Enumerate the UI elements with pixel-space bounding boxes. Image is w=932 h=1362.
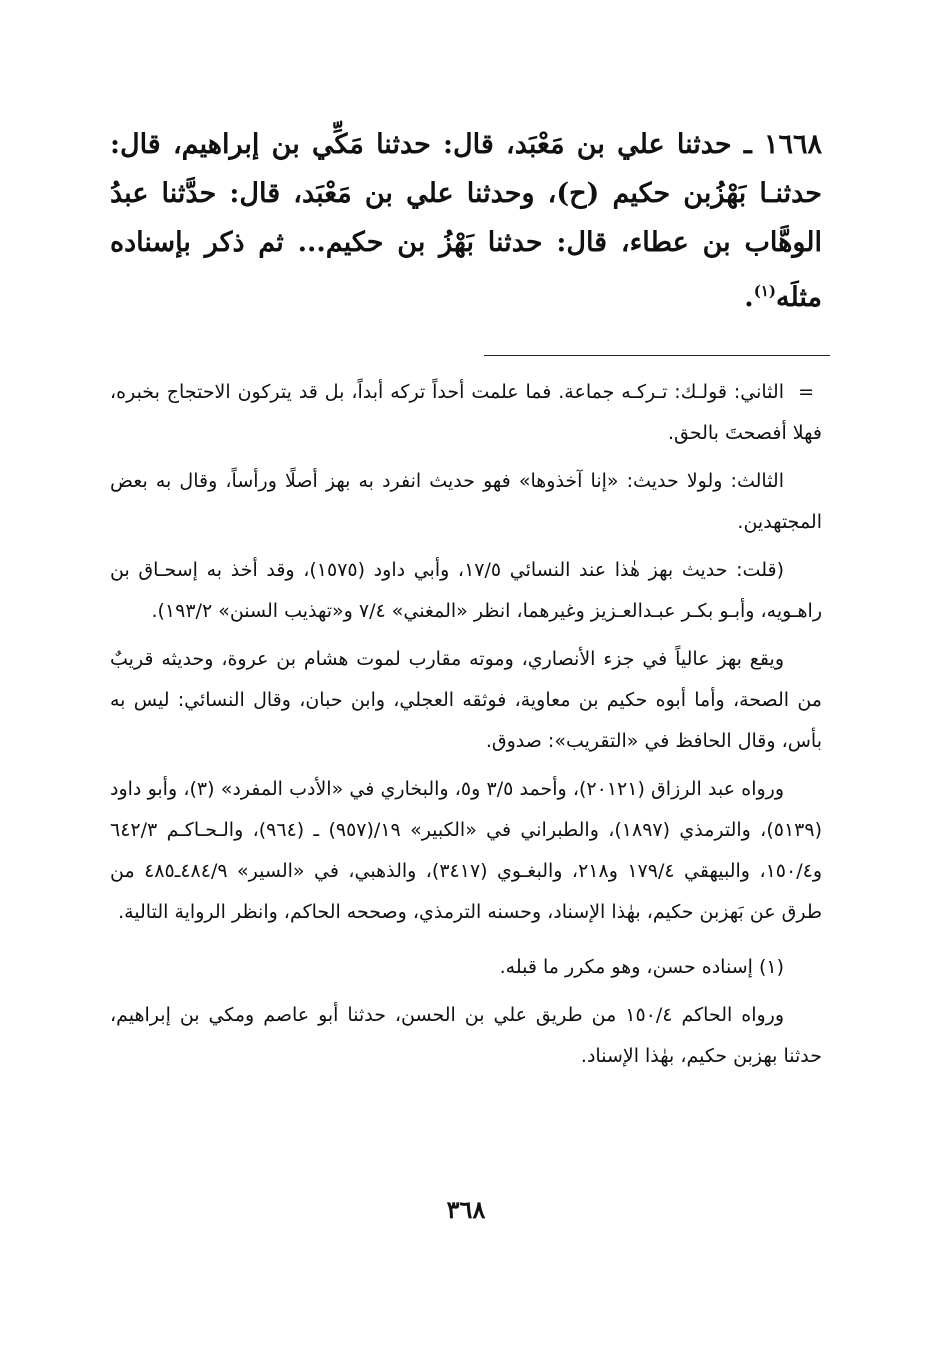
footnote-continued-3 <box>110 550 822 632</box>
footnote-continued-5 <box>110 769 822 933</box>
footnote-1-continued <box>110 995 822 1077</box>
footnote-text: ورواه عبد الرزاق (٢٠١٢١)، وأحمد ٣/٥ و٥، والبخاري في «الأدب المفرد» (٣)، وأبو داود (٥١٣٩)، والترمذي (١٨٩٧)، والطبراني في «الكبير» ١٩/(٩٥٧) ـ (٩٦٤)، والـحـاكـم ٦٤٢/٣ و١٥٠/٤، والبيهقي ١٧٩/٤ و٢١٨، والبغـوي (٣٤١٧)، والذهبي، في «السير» ٤٨٤/٩ـ٤٨٥ من طرق عن بَهزبن حكيم، بهٰذا الإسناد، وحسنه الترمذي، وصححه الحاكم، وانظر الرواية التالية. <box>110 778 822 923</box>
footnote-continued-1 <box>110 372 822 454</box>
footnote-text: (١) إسناده حسن، وهو مكرر ما قبله. <box>499 956 784 978</box>
footnote-separator <box>484 355 830 356</box>
footnotes-section <box>110 372 822 1084</box>
footnote-reference[interactable]: (١) <box>753 282 776 300</box>
footnote-text: ويقع بهز عالياً في جزء الأنصاري، وموته مقارب لموت هشام بن عروة، وحديثه قريبٌ من الصحة، وأما أبوه حكيم بن معاوية، فوثقه العجلي، وابن حبان، وقال النسائي: ليس به بأس، وقال الحافظ في «التقريب»: صدوق. <box>110 648 822 752</box>
page-number: ٣٦٨ <box>446 1195 486 1224</box>
hadith-end: . <box>744 282 754 313</box>
footnote-text: (قلت: حديث بهز هٰذا عند النسائي ١٧/٥، وأبي داود (١٥٧٥)، وقد أخذ به إسحـاق بن راهـويه، وأبـو بكـر عبـدالعـزيز وغيرهما، انظر «المغني» ٧/٤ و«تهذيب السنن» ١٩٣/٢). <box>110 559 822 622</box>
hadith-text: ١٦٦٨ ـ حدثنا علي بن مَعْبَد، قال: حدثنا مَكِّي بن إبراهيم، قال: حدثنـا بَهْزُبن حكيم (ح)، وحدثنا علي بن مَعْبَد، قال: حدَّثنا عبدُ الوهَّاب بن عطاء، قال: حدثنا بَهْزُ بن حكيم... ثم ذكر بإسناده مثلَه <box>110 129 822 313</box>
footnote-text: ورواه الحاكم ١٥٠/٤ من طريق علي بن الحسن، حدثنا أبو عاصم ومكي بن إبراهيم، حدثنا بهزبن حكيم، بهٰذا الإسناد. <box>110 1004 822 1067</box>
footnote-continued-2 <box>110 461 822 543</box>
hadith-main-text <box>110 120 822 322</box>
footnote-text: الثاني: قولـك: تـركـه جماعة. فما علمت أحداً تركه أبداً، بل قد يتركون الاحتجاج بخبره، فهلا أفصحتَ بالحق. <box>110 381 822 444</box>
footnote-1 <box>110 947 822 988</box>
footnote-continued-4 <box>110 639 822 762</box>
continuation-mark: = <box>798 381 814 403</box>
hadith-paragraph <box>110 120 822 322</box>
footnote-text: الثالث: ولولا حديث: «إنا آخذوها» فهو حديث انفرد به بهز أصلًا ورأساً، وقال به بعض المجتهدين. <box>110 470 822 533</box>
